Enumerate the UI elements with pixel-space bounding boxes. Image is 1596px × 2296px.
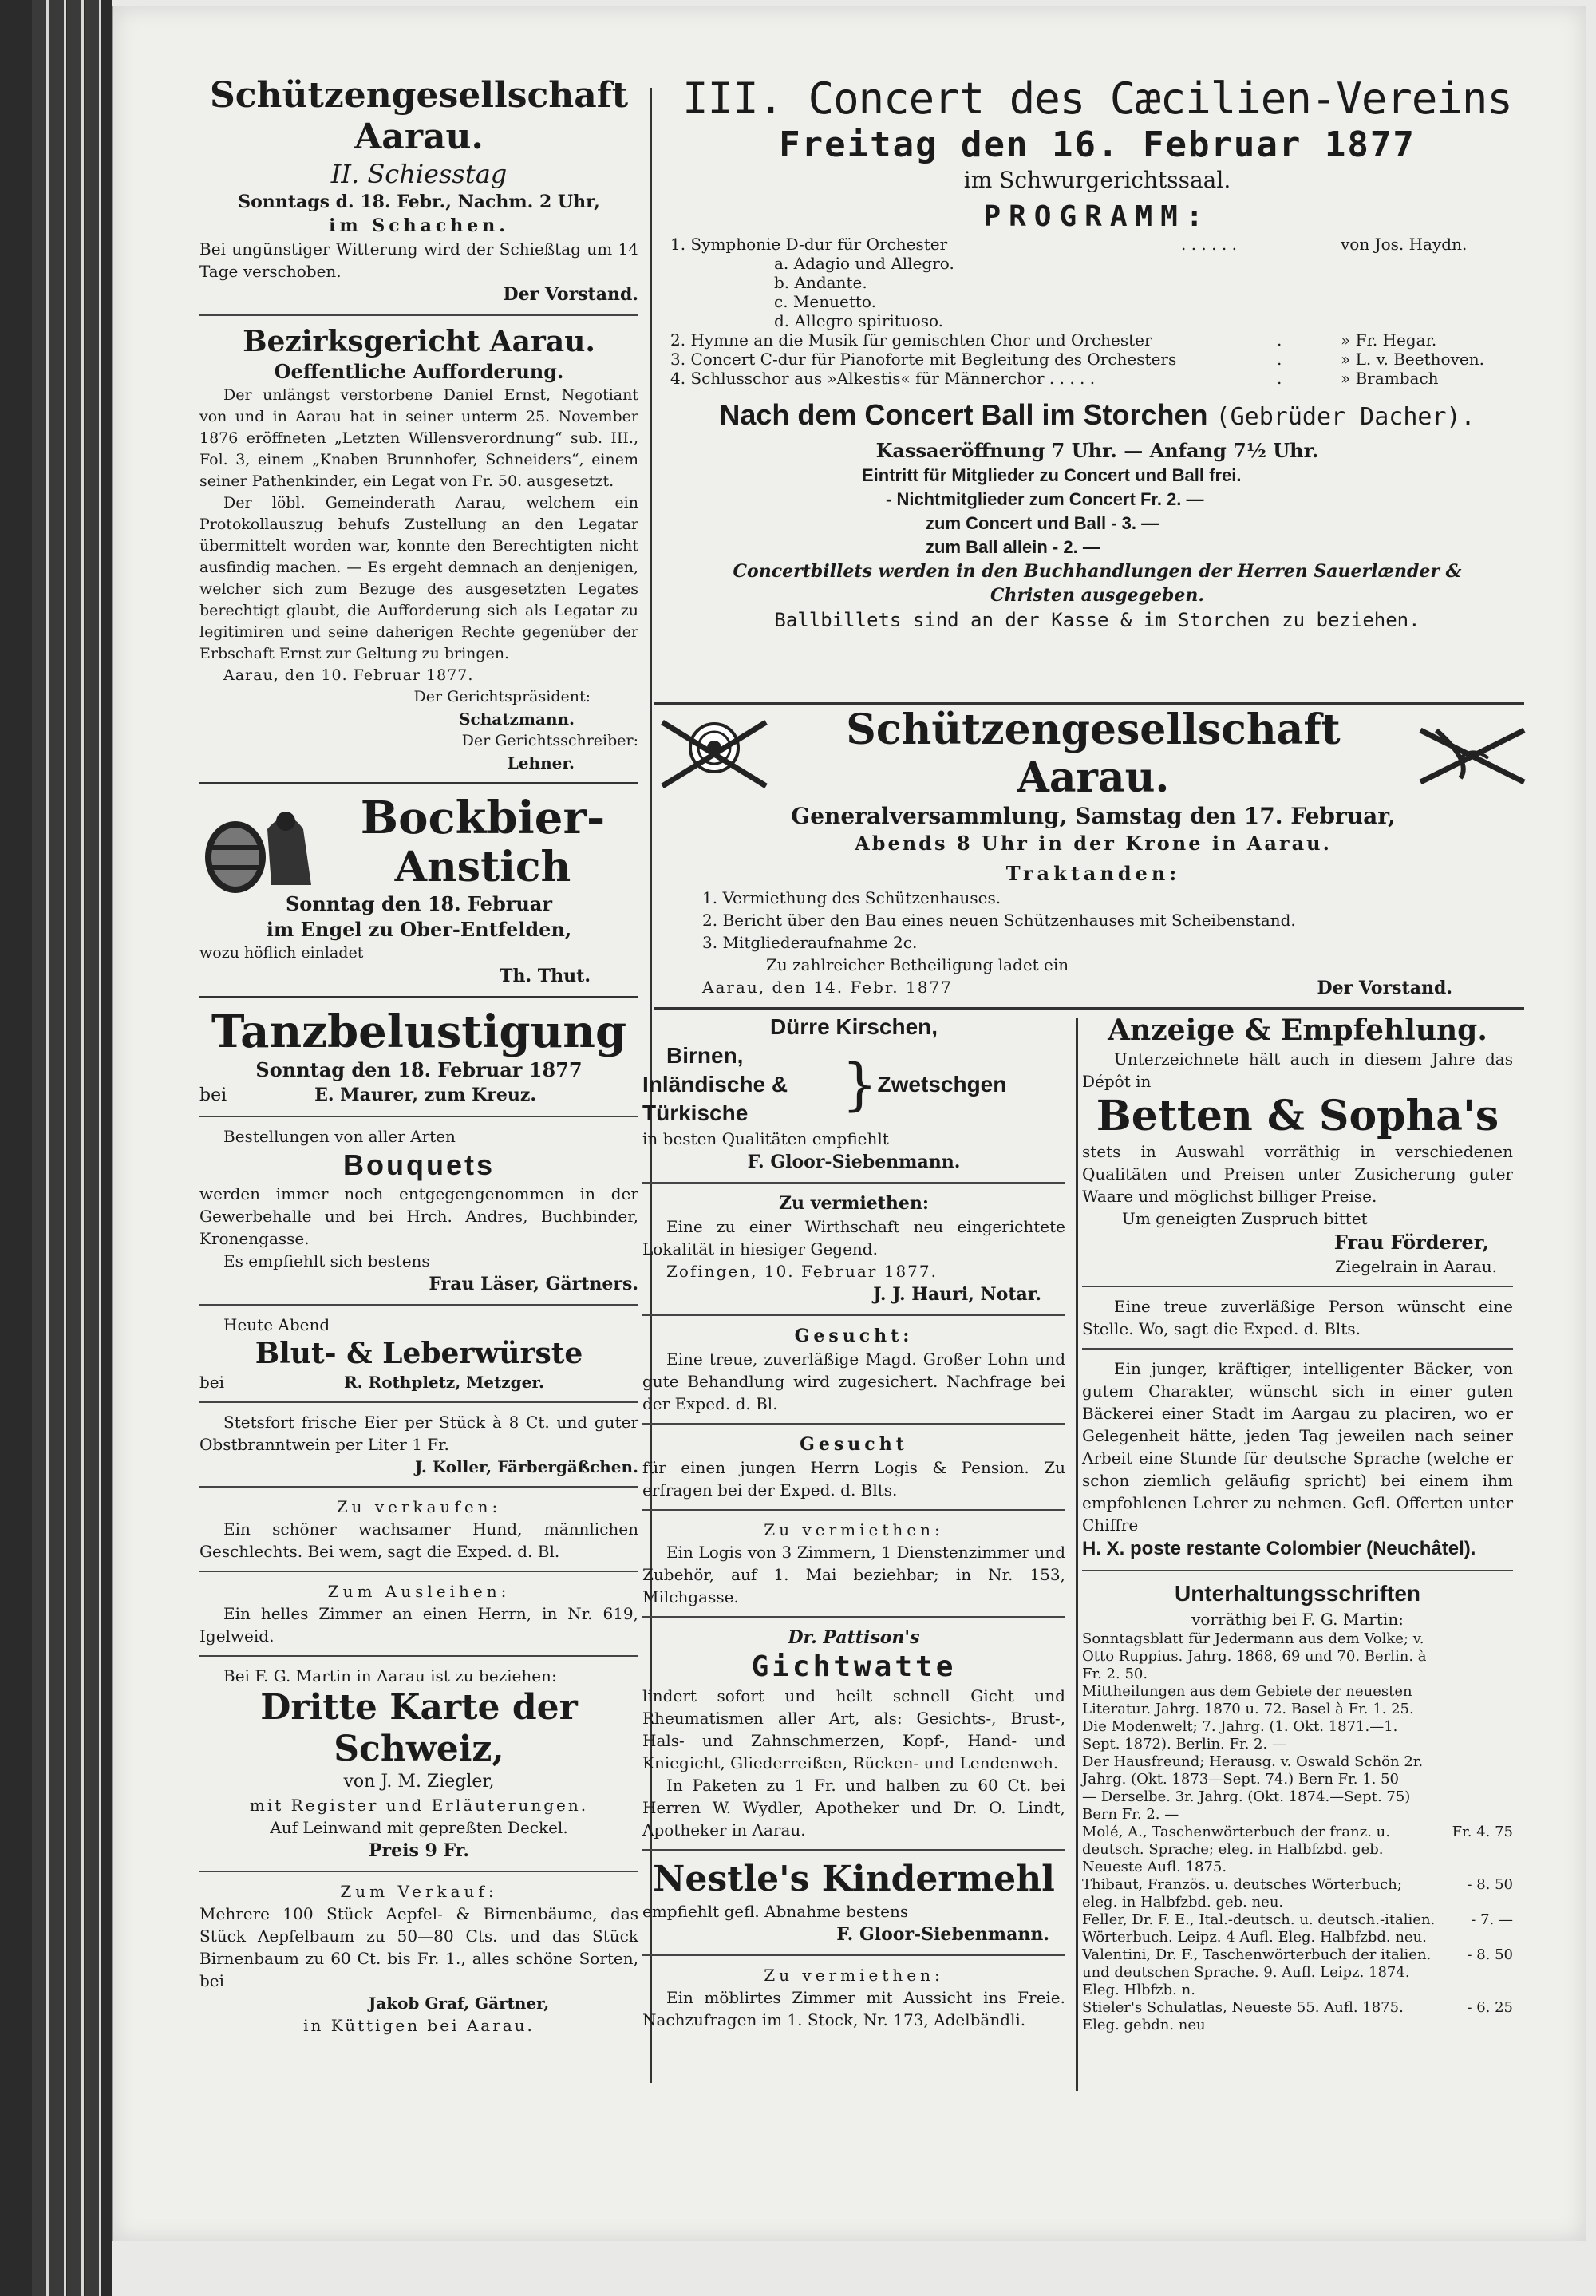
ad-line: Inländische & xyxy=(642,1072,788,1097)
ad-unterhaltungsschriften xyxy=(1082,1576,1513,2037)
divider xyxy=(1082,1570,1513,1571)
concert-ad xyxy=(662,73,1532,633)
ad-big: Betten & Sopha's xyxy=(1096,1092,1499,1140)
ad-zimmer-ausleihen xyxy=(200,1577,638,1650)
ad-schuetzen-schiesstag xyxy=(200,72,638,310)
ad-heading: Gesucht: xyxy=(794,1326,914,1346)
book-binding xyxy=(0,0,112,2296)
ad-place: Ziegelrain in Aarau. xyxy=(1334,1257,1497,1276)
ad-signature: R. Rothpletz, Metzger. xyxy=(344,1373,544,1392)
ad-intro: Heute Abend xyxy=(223,1315,330,1334)
divider xyxy=(642,1849,1065,1851)
ad-chiffre: H. X. poste restante Colombier (Neuchâtel). xyxy=(1082,1538,1476,1559)
ad-line: von J. M. Ziegler, xyxy=(343,1772,495,1792)
program-item xyxy=(670,292,1532,311)
book-title: Sonntagsblatt für Jedermann aus dem Volke; v. Otto Ruppius. Jahrg. 1868, 69 und 70. Berlin. à Fr. 2. 50. xyxy=(1082,1630,1427,1682)
book-item xyxy=(1082,1946,1513,1999)
ad-signature: F. Gloor-Siebenmann. xyxy=(836,1924,1049,1945)
ad-text: empfiehlt gefl. Abnahme bestens xyxy=(642,1902,909,1921)
program-item-title: c. Menuetto. xyxy=(774,292,876,311)
ad-logis-pension xyxy=(642,1429,1065,1504)
divider xyxy=(1082,1286,1513,1287)
book-price: - 8. 50 xyxy=(1467,1876,1513,1893)
column-rule-right xyxy=(1076,1018,1078,2091)
ad-title: Dritte Karte der Schweiz, xyxy=(260,1687,578,1769)
program-heading: PROGRAMM: xyxy=(983,200,1211,233)
ad-karte-schweiz xyxy=(200,1662,638,1866)
ad-text: Eine treue, zuverläßige Magd. Großer Lohn und gute Behandlung wird zugesichert. Nachfrage bei der Exped. d. Bl. xyxy=(642,1350,1065,1413)
divider xyxy=(654,702,1524,705)
ad-text: stets in Auswahl vorräthig in verschiedenen Qualitäten und Preisen unter Zusicherung guter Waare und möglichst billiger Preise. xyxy=(1082,1142,1513,1206)
ad-date: Aarau, den 14. Febr. 1877 xyxy=(702,978,953,997)
divider xyxy=(642,1954,1065,1956)
ad-line: Sonntag den 18. Februar xyxy=(285,892,553,915)
target-rifles-icon xyxy=(654,714,774,794)
ad-line: in besten Qualitäten empfiehlt xyxy=(642,1129,889,1148)
ad-signature: Lehner. xyxy=(507,753,575,773)
ad-gichtwatte xyxy=(642,1622,1065,1844)
ad-baecker xyxy=(1082,1354,1513,1565)
ad-kirschen xyxy=(642,1010,1065,1177)
ad-text: Der unlängst verstorbene Daniel Ernst, Negotiant von und in Aarau hat in seiner unterm 25. November 1876 eröffneten „Letzten Willensverordnung“ sub. III., Fol. 3, einem „Knaben Brunnhofer, Schneiders“, einem seiner Pathenkinder, ein Legat von Fr. 50. ausgesetzt. xyxy=(200,386,638,490)
ad-signature: J. Koller, Färbergäßchen. xyxy=(415,1457,638,1476)
book-title: Die Modenwelt; 7. Jahrg. (1. Okt. 1871.—1. Sept. 1872). Berlin. Fr. 2. — xyxy=(1082,1718,1398,1753)
ad-line: im Engel zu Ober-Entfelden, xyxy=(266,918,572,941)
admission-line: zum Ball allein - 2. — xyxy=(926,537,1100,557)
ad-text: lindert sofort und heilt schnell Gicht und Rheumatismen aller Art, als: Gesichts-, Brust-, Hals- und Zahnschmerzen, Kopf-, Hand- und Kniegicht, Gliederreißen, Rücken- und Lendenweh. xyxy=(642,1686,1065,1772)
ad-signature: Schatzmann. xyxy=(459,709,575,729)
divider xyxy=(200,1655,638,1657)
concert-billets: Concertbillets werden in den Buchhandlungen der Herren Sauerlænder & Christen ausgegeben. xyxy=(733,561,1462,606)
ad-line: Sonntags d. 18. Febr., Nachm. 2 Uhr, xyxy=(238,192,600,212)
ad-intro: Bestellungen von aller Arten xyxy=(223,1127,456,1146)
program-item-title: d. Allegro spirituoso. xyxy=(774,311,944,330)
ad-text: Mehrere 100 Stück Aepfel- & Birnenbäume, das Stück Aepfelbaum zu 50—80 Cts. und das Stück Birnenbaum zu 60 Ct. bis Fr. 1., alles schöne Sorten, bei xyxy=(200,1904,638,1990)
ad-price: Preis 9 Fr. xyxy=(369,1840,469,1861)
ad-title: Tanzbelustigung xyxy=(211,1006,627,1058)
ad-title: Bouquets xyxy=(343,1148,495,1181)
ad-line: Es empfiehlt sich bestens xyxy=(223,1251,430,1271)
book-price xyxy=(1437,1718,1513,1753)
divider xyxy=(642,1616,1065,1618)
program-item-dots: . . . . . . xyxy=(1181,235,1237,254)
book-price xyxy=(1437,1630,1513,1683)
ad-schuetzen-generalversammlung xyxy=(654,706,1532,1000)
book-item xyxy=(1082,1753,1513,1788)
book-item xyxy=(1082,1911,1513,1946)
book-title: Feller, Dr. F. E., Ital.-deutsch. u. deutsch.-italien. Wörterbuch. Leipz. 4 Aufl. Eleg. Halbfzbd. neu. xyxy=(1082,1911,1436,1946)
ad-signature: Der Vorstand. xyxy=(503,284,638,305)
ad-signature: F. Gloor-Siebenmann. xyxy=(747,1152,961,1172)
ad-signature: Frau Läser, Gärtners. xyxy=(429,1274,638,1294)
ad-heading: Zum Ausleihen: xyxy=(327,1582,511,1601)
divider xyxy=(200,1571,638,1572)
program-item-dots: . xyxy=(1277,369,1282,388)
book-price xyxy=(1437,1683,1513,1718)
ad-place: in Küttigen bei Aarau. xyxy=(303,2016,535,2035)
ad-line xyxy=(200,1371,638,1393)
beer-barrel-icon xyxy=(200,797,319,901)
crossed-rifles-icon xyxy=(1412,714,1532,794)
ad-title: Bockbier- xyxy=(360,792,606,844)
book-item xyxy=(1082,1999,1513,2034)
ad-title: Gichtwatte xyxy=(751,1650,957,1683)
book-title: Molé, A., Taschenwörterbuch der franz. u. deutsch. Sprache; eleg. in Halbfzbd. geb. Neueste Aufl. 1875. xyxy=(1082,1824,1390,1875)
ad-signature: E. Maurer, zum Kreuz. xyxy=(314,1085,537,1105)
book-price: - 6. 25 xyxy=(1467,1999,1513,2016)
book-price xyxy=(1437,1788,1513,1824)
concert-place: im Schwurgerichtssaal. xyxy=(963,167,1231,193)
program-item xyxy=(670,330,1532,350)
program-item xyxy=(670,235,1532,254)
program-item-title: 1. Symphonie D-dur für Orchester xyxy=(670,235,948,254)
book-price: - 8. 50 xyxy=(1467,1946,1513,1963)
ad-bei: bei xyxy=(200,1373,225,1392)
ad-signature: Th. Thut. xyxy=(500,966,591,986)
ad-subtitle: vorräthig bei F. G. Martin: xyxy=(1191,1610,1404,1629)
program-item xyxy=(670,350,1532,369)
left-column xyxy=(200,72,638,2040)
ad-line: im Schachen. xyxy=(329,215,509,236)
book-title: Valentini, Dr. F., Taschenwörterbuch der italien. und deutschen Sprache. 9. Aufl. Leipz. 1874. Eleg. Hlbfzb. n. xyxy=(1082,1946,1432,1998)
ad-line: mit Register und Erläuterungen. xyxy=(249,1796,589,1815)
ad-signature: Frau Förderer, xyxy=(1333,1231,1489,1254)
agenda-item: 1. Vermiethung des Schützenhauses. xyxy=(702,888,1001,907)
ad-title: Schützengesellschaft Aarau. xyxy=(846,705,1341,802)
agenda-item: 3. Mitgliederaufnahme 2c. xyxy=(702,933,918,952)
ad-eier xyxy=(200,1408,638,1481)
program-item-composer: von Jos. Haydn. xyxy=(1341,235,1468,254)
program-item xyxy=(670,311,1532,330)
ad-date: Aarau, den 10. Februar 1877. xyxy=(223,666,474,684)
ad-line: wozu höflich einladet xyxy=(200,944,364,962)
right-column xyxy=(1082,1010,1513,2037)
book-price xyxy=(1437,1753,1513,1788)
ad-logis-vermiethen xyxy=(642,1516,1065,1611)
ad-signature: J. J. Hauri, Notar. xyxy=(873,1284,1041,1305)
program-list xyxy=(662,235,1532,388)
ad-text: Ein schöner wachsamer Hund, männlichen Geschlechts. Bei wem, sagt die Exped. d. Bl. xyxy=(200,1519,638,1561)
ad-bezirksgericht xyxy=(200,321,638,777)
ad-intro: Dr. Pattison's xyxy=(788,1627,920,1648)
admission-line: Eintritt für Mitglieder zu Concert und Ball frei. xyxy=(862,465,1242,485)
ad-wirthschaft xyxy=(642,1188,1065,1310)
concert-kasse: Kassaeröffnung 7 Uhr. — Anfang 7½ Uhr. xyxy=(875,439,1319,462)
divider xyxy=(200,314,638,316)
ad-moebliertes-zimmer xyxy=(642,1961,1065,2034)
program-item-title: 4. Schlusschor aus »Alkestis« für Männerchor . . . . . xyxy=(670,369,1096,388)
ad-bockbier xyxy=(200,789,638,991)
admission-line: - Nichtmitglieder zum Concert Fr. 2. — xyxy=(886,489,1204,509)
ad-signature: Jakob Graf, Gärtner, xyxy=(368,1994,550,2013)
program-item xyxy=(670,273,1532,292)
book-item xyxy=(1082,1718,1513,1753)
ad-line: Türkische xyxy=(642,1101,749,1125)
ad-title: Bezirksgericht Aarau. xyxy=(243,325,595,358)
ad-text: Bei ungünstiger Witterung wird der Schießtag um 14 Tage verschoben. xyxy=(200,239,638,281)
ad-text: Unterzeichnete hält auch in diesem Jahre das Dépôt in xyxy=(1082,1049,1513,1091)
divider xyxy=(200,996,638,998)
ad-heading: Gesucht xyxy=(800,1434,908,1455)
ad-line: Dürre Kirschen, xyxy=(769,1014,938,1039)
divider xyxy=(200,1304,638,1306)
ad-intro: Bei F. G. Martin in Aarau ist zu beziehen: xyxy=(223,1666,557,1685)
ad-role: Der Gerichtspräsident: xyxy=(413,688,591,705)
ad-text: für einen jungen Herrn Logis & Pension. Zu erfragen bei der Exped. d. Blts. xyxy=(642,1458,1065,1500)
program-item xyxy=(670,369,1532,388)
ad-heading: Zu vermiethen: xyxy=(764,1520,944,1539)
concert-title: III. Concert des Cæcilien-Vereins xyxy=(682,73,1512,124)
ad-obstbaeume xyxy=(200,1877,638,2040)
divider xyxy=(642,1182,1065,1184)
ad-text: Eine treue zuverläßige Person wünscht eine Stelle. Wo, sagt die Exped. d. Blts. xyxy=(1082,1297,1513,1338)
program-item-dots: . xyxy=(1277,330,1282,350)
book-list xyxy=(1082,1630,1513,2034)
ad-heading: Zu verkaufen: xyxy=(336,1497,502,1516)
ad-heading: Zu vermiethen: xyxy=(779,1193,929,1214)
ad-text: Eine zu einer Wirthschaft neu eingerichtete Lokalität in hiesiger Gegend. xyxy=(642,1217,1065,1259)
ad-text: Ein junger, kräftiger, intelligenter Bäcker, von gutem Charakter, wünscht sich in einer guten Bäckerei einer Stadt im Aargau zu placiren, wo er Gelegenheit hätte, jeden Tag jeweilen nach seiner Arbeit eine Stunde für deutsche Sprache (welche er schon ziemlich geläufig spricht) bei einem ihm empfohlenen Lehrer zu nehmen. Gefl. Offerten unter Chiffre xyxy=(1082,1359,1513,1535)
divider xyxy=(642,1509,1065,1511)
divider xyxy=(200,1116,638,1117)
ad-role: Der Gerichtsschreiber: xyxy=(461,732,638,749)
ad-line xyxy=(200,1083,638,1108)
book-title: — Derselbe. 3r. Jahrg. (Okt. 1874.—Sept. 75) Bern Fr. 2. — xyxy=(1082,1788,1411,1823)
program-item-title: 2. Hymne an die Musik für gemischten Chor und Orchester xyxy=(670,330,1152,350)
ad-heading: Zum Verkauf: xyxy=(340,1882,498,1901)
program-item xyxy=(670,254,1532,273)
book-item xyxy=(1082,1876,1513,1911)
ad-signature: Der Vorstand. xyxy=(1317,978,1452,998)
ad-text: Der löbl. Gemeinderath Aarau, welchem ein Protokollauszug behufs Zustellung an den Legatar übermittelt worden war, konnte den Berechtigten nicht ausfindig machen. — Es ergeht demnach an denjenigen, welcher sich zum Bezuge des ausgesetzten Legates berechtigt glaubt, die Aufforderung sich als Legatar zu legitimiren und seine daherigen Rechte gegenüber der Erbschaft Ernst zur Geltung zu bringen. xyxy=(200,494,638,662)
ball-host: (Gebrüder Dacher). xyxy=(1215,403,1476,431)
divider xyxy=(642,1314,1065,1316)
ad-text: In Paketen zu 1 Fr. und halben zu 60 Ct. bei Herren W. Wydler, Apotheker und Dr. O. Lindt, Apotheker in Aarau. xyxy=(642,1776,1065,1840)
ad-title: Nestle's Kindermehl xyxy=(653,1859,1055,1899)
middle-column xyxy=(642,1010,1065,2034)
book-item xyxy=(1082,1683,1513,1718)
ad-invite: Zu zahlreicher Betheiligung ladet ein xyxy=(766,955,1069,974)
divider xyxy=(200,1401,638,1403)
program-item-title: b. Andante. xyxy=(774,273,867,292)
ad-nestle xyxy=(642,1855,1065,1950)
ad-line: Abends 8 Uhr in der Krone in Aarau. xyxy=(855,832,1332,855)
admission-line: zum Concert und Ball - 3. — xyxy=(926,513,1159,533)
concert-ball xyxy=(662,397,1532,435)
ad-person xyxy=(1082,1292,1513,1343)
divider xyxy=(200,782,638,784)
program-item-composer: » Brambach xyxy=(1341,369,1439,388)
book-item xyxy=(1082,1630,1513,1683)
program-item-composer: » Fr. Hegar. xyxy=(1341,330,1437,350)
ad-line: Auf Leinwand mit gepreßten Deckel. xyxy=(270,1818,568,1837)
ad-title: Schützengesellschaft Aarau. xyxy=(209,75,629,157)
ad-line: Sonntag den 18. Februar 1877 xyxy=(255,1058,583,1081)
ad-hund xyxy=(200,1492,638,1566)
ad-heading: Zu vermiethen: xyxy=(764,1966,944,1985)
ad-line: Birnen, xyxy=(666,1043,744,1068)
divider xyxy=(200,1871,638,1872)
program-item-title: a. Adagio und Allegro. xyxy=(774,254,954,273)
ad-heading: Traktanden: xyxy=(1005,862,1181,885)
program-item-title: 3. Concert C-dur für Pianoforte mit Begleitung des Orchesters xyxy=(670,350,1177,369)
program-item-dots: . xyxy=(1277,350,1282,369)
ad-line: Generalversammlung, Samstag den 17. Februar, xyxy=(791,803,1396,829)
program-item-composer: » L. v. Beethoven. xyxy=(1341,350,1484,369)
book-item xyxy=(1082,1824,1513,1876)
ad-bouquets xyxy=(200,1122,638,1299)
ad-tanz xyxy=(200,1003,638,1111)
ad-text: Ein möblirtes Zimmer mit Aussicht ins Freie. Nachzufragen im 1. Stock, Nr. 173, Adelbändli. xyxy=(642,1988,1065,2029)
book-price: Fr. 4. 75 xyxy=(1452,1824,1513,1840)
divider xyxy=(200,1486,638,1488)
divider xyxy=(1082,1348,1513,1350)
book-price: - 7. — xyxy=(1471,1911,1513,1928)
book-title: Stieler's Schulatlas, Neueste 55. Aufl. 1875. Eleg. gebdn. neu xyxy=(1082,1999,1404,2033)
ad-text: werden immer noch entgegengenommen in der Gewerbehalle und bei Hrch. Andres, Buchbinder, Kronengasse. xyxy=(200,1184,638,1248)
divider xyxy=(642,1423,1065,1425)
admission-list xyxy=(662,464,1532,559)
ad-text: Ein Logis von 3 Zimmern, 1 Dienstenzimmer und Zubehör, auf 1. Mai beziehbar; in Nr. 153, Milchgasse. xyxy=(642,1543,1065,1606)
ad-title-2: Anstich xyxy=(394,843,571,891)
concert-date: Freitag den 16. Februar 1877 xyxy=(779,124,1416,165)
ad-product: Zwetschgen xyxy=(877,1072,1007,1097)
ad-title: Blut- & Leberwürste xyxy=(255,1337,583,1370)
ad-line: Um geneigten Zuspruch bittet xyxy=(1122,1209,1368,1228)
ad-date: Zofingen, 10. Februar 1877. xyxy=(666,1262,938,1281)
ad-text: Stetsfort frische Eier per Stück à 8 Ct. und guter Obstbranntwein per Liter 1 Fr. xyxy=(200,1413,638,1454)
brace-icon: } xyxy=(842,1052,878,1117)
book-title: Thibaut, Französ. u. deutsches Wörterbuch; eleg. in Halbfzbd. geb. neu. xyxy=(1082,1876,1402,1911)
concert-ballbillets: Ballbillets sind an der Kasse & im Storchen zu beziehen. xyxy=(774,609,1420,631)
book-item xyxy=(1082,1788,1513,1824)
ball-line: Nach dem Concert Ball im Storchen xyxy=(719,398,1208,431)
book-title: Mittheilungen aus dem Gebiete der neuesten Literatur. Jahrg. 1870 u. 72. Basel à Fr. 1. 25. xyxy=(1082,1683,1414,1717)
ad-text: Ein helles Zimmer an einen Herrn, in Nr. 619, Igelweid. xyxy=(200,1604,638,1646)
ad-blutwuerste xyxy=(200,1310,638,1397)
ad-magd xyxy=(642,1321,1065,1418)
ad-subtitle: Oeffentliche Aufforderung. xyxy=(274,360,564,383)
agenda-item: 2. Bericht über den Bau eines neuen Schützenhauses mit Scheibenstand. xyxy=(702,911,1296,930)
ad-bei: bei xyxy=(200,1085,227,1105)
ad-title: Anzeige & Empfehlung. xyxy=(1108,1014,1487,1047)
book-title: Der Hausfreund; Herausg. v. Oswald Schön 2r. Jahrg. (Okt. 1873—Sept. 74.) Bern Fr. 1. 50 xyxy=(1082,1753,1424,1788)
ad-betten-sophas xyxy=(1082,1010,1513,1281)
ad-subtitle: II. Schiesstag xyxy=(330,159,508,189)
ad-title: Unterhaltungsschriften xyxy=(1174,1581,1421,1606)
